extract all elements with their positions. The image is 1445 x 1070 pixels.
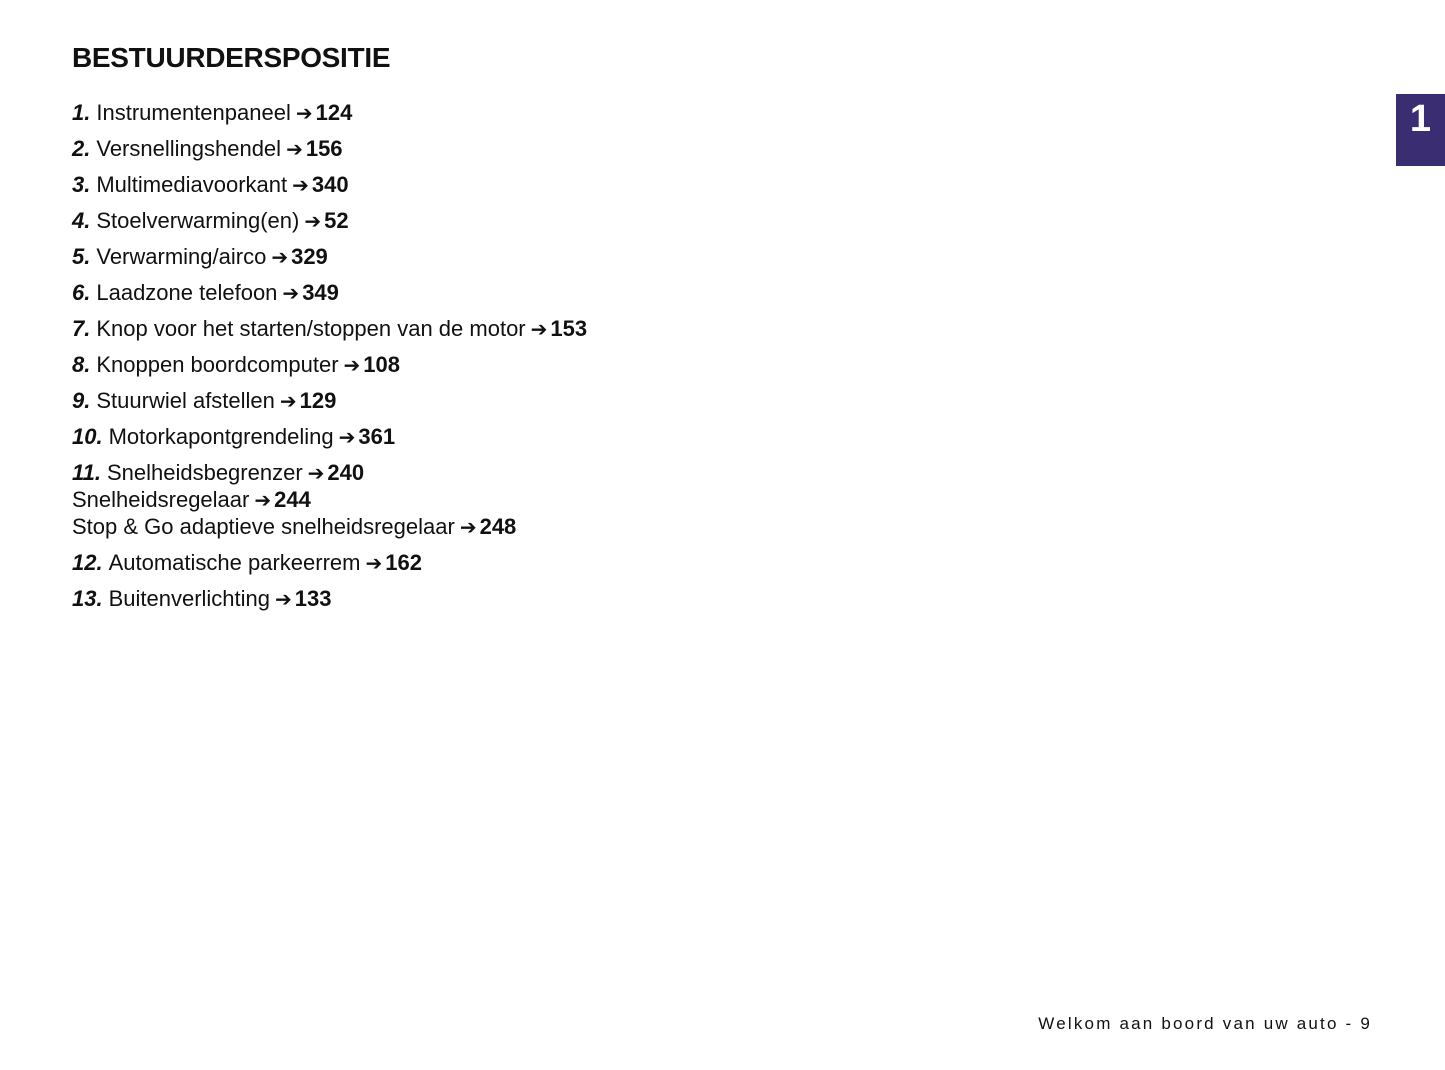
list-item xyxy=(72,208,587,235)
item-number: 7. xyxy=(72,316,91,341)
item-label: Instrumentenpaneel xyxy=(96,100,291,125)
item-label: Snelheidsbegrenzer xyxy=(106,460,303,485)
item-label: Stuurwiel afstellen xyxy=(96,388,275,413)
arrow-right-icon: ➔ xyxy=(271,247,289,269)
arrow-right-icon: ➔ xyxy=(254,490,272,512)
item-label: Buitenverlichting xyxy=(108,586,271,611)
list-item xyxy=(72,100,587,127)
page-reference-link[interactable]: 248 xyxy=(479,514,517,539)
item-label: Stoelverwarming(en) xyxy=(96,208,300,233)
item-label: Snelheidsregelaar xyxy=(72,487,250,512)
chapter-tab[interactable]: 1 xyxy=(1396,94,1445,166)
list-item xyxy=(72,172,587,199)
item-number: 12. xyxy=(72,550,103,575)
page-reference-link[interactable]: 156 xyxy=(305,136,343,161)
list-item-subline xyxy=(72,487,587,514)
item-number: 3. xyxy=(72,172,91,197)
arrow-right-icon: ➔ xyxy=(282,283,300,305)
item-label: Multimediavoorkant xyxy=(96,172,288,197)
page-reference-link[interactable]: 153 xyxy=(550,316,588,341)
arrow-right-icon: ➔ xyxy=(286,139,303,161)
item-label: Knop voor het starten/stoppen van de motor xyxy=(96,316,526,341)
item-label: Versnellingshendel xyxy=(96,136,282,161)
item-number: 10. xyxy=(72,424,103,449)
page-reference-link[interactable]: 240 xyxy=(327,460,365,485)
arrow-right-icon: ➔ xyxy=(343,355,361,377)
list-item xyxy=(72,244,587,271)
list-item xyxy=(72,460,587,541)
arrow-right-icon: ➔ xyxy=(365,553,383,575)
page-reference-link[interactable]: 340 xyxy=(311,172,349,197)
page-reference-link[interactable]: 133 xyxy=(294,586,332,611)
list-item xyxy=(72,136,587,163)
item-number: 4. xyxy=(72,208,91,233)
item-number: 9. xyxy=(72,388,91,413)
item-number: 5. xyxy=(72,244,91,269)
page-reference-link[interactable]: 361 xyxy=(358,424,396,449)
item-label: Automatische parkeerrem xyxy=(108,550,361,575)
arrow-right-icon: ➔ xyxy=(295,103,313,125)
item-number: 13. xyxy=(72,586,103,611)
item-label: Motorkapontgrendeling xyxy=(108,424,334,449)
page-reference-link[interactable]: 52 xyxy=(324,208,349,233)
list-item xyxy=(72,280,587,307)
component-list xyxy=(72,100,587,622)
item-label: Laadzone telefoon xyxy=(96,280,278,305)
page-title: BESTUURDERSPOSITIE xyxy=(72,42,391,73)
item-number: 2. xyxy=(72,136,91,161)
list-item xyxy=(72,388,587,415)
item-number: 1. xyxy=(72,100,91,125)
arrow-right-icon: ➔ xyxy=(459,517,477,539)
item-label: Knoppen boordcomputer xyxy=(96,352,339,377)
page-reference-link[interactable]: 108 xyxy=(363,352,401,377)
arrow-right-icon: ➔ xyxy=(292,175,309,197)
arrow-right-icon: ➔ xyxy=(279,391,297,413)
page-reference-link[interactable]: 162 xyxy=(385,550,422,575)
list-item-subline xyxy=(72,514,587,541)
arrow-right-icon: ➔ xyxy=(307,463,325,485)
page-reference-link[interactable]: 349 xyxy=(302,280,339,305)
page-reference-link[interactable]: 124 xyxy=(315,100,353,125)
item-label: Verwarming/airco xyxy=(96,244,267,269)
list-item xyxy=(72,550,587,577)
item-number: 8. xyxy=(72,352,91,377)
list-item xyxy=(72,586,587,613)
page-reference-link[interactable]: 329 xyxy=(291,244,328,269)
item-number: 6. xyxy=(72,280,91,305)
arrow-right-icon: ➔ xyxy=(338,427,356,449)
list-item xyxy=(72,424,587,451)
item-number: 11. xyxy=(72,460,101,485)
list-item-line xyxy=(72,460,587,487)
arrow-right-icon: ➔ xyxy=(304,211,322,233)
list-item xyxy=(72,352,587,379)
page-reference-link[interactable]: 129 xyxy=(299,388,337,413)
page-footer: Welkom aan boord van uw auto - 9 xyxy=(1038,1014,1372,1033)
item-label: Stop & Go adaptieve snelheidsregelaar xyxy=(72,514,455,539)
arrow-right-icon: ➔ xyxy=(275,589,292,611)
list-item xyxy=(72,316,587,343)
page-reference-link[interactable]: 244 xyxy=(274,487,311,512)
arrow-right-icon: ➔ xyxy=(530,319,548,341)
